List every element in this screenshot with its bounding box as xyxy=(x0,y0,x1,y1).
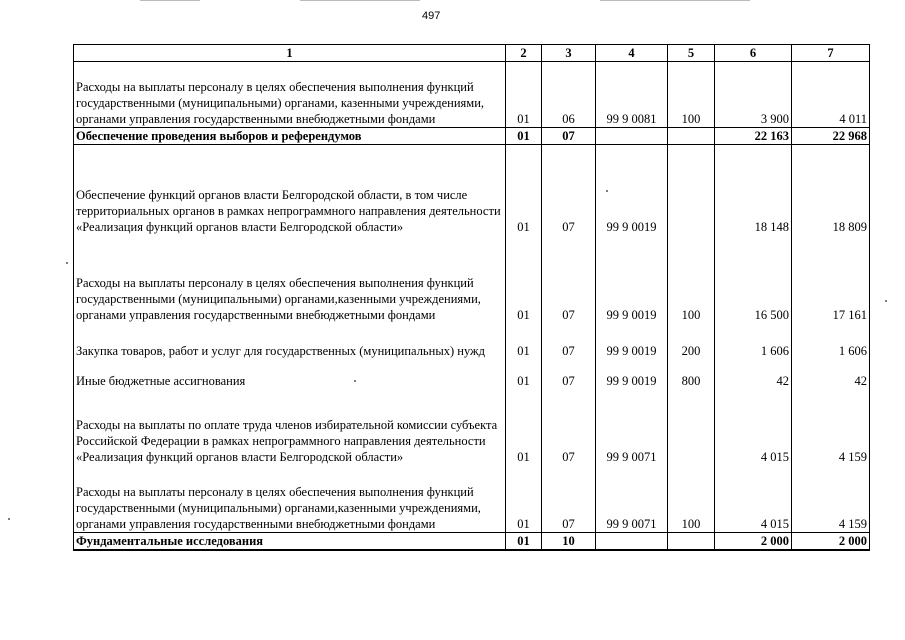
row-description: Фундаментальные исследования xyxy=(74,533,506,551)
cell-target-article: 99 9 0019 xyxy=(596,359,668,389)
cell-expense-type: 100 xyxy=(668,235,715,323)
cell-amount-col7: 4 011 xyxy=(792,62,870,128)
column-header: 5 xyxy=(668,45,715,62)
cell-target-article: 99 9 0071 xyxy=(596,465,668,533)
scan-speck xyxy=(66,262,68,264)
table-row xyxy=(74,359,870,389)
cell-target-article: 99 9 0081 xyxy=(596,62,668,128)
cell-expense-type: 100 xyxy=(668,62,715,128)
cell-amount-col7: 18 809 xyxy=(792,145,870,235)
cell-amount-col6: 1 606 xyxy=(715,323,792,359)
cell-section: 01 xyxy=(506,62,542,128)
row-description: Расходы на выплаты персоналу в целях обеспечения выполнения функций государственными (муниципальными) органами,казенными учреждениями, органами управления государственными внебюджетными фондами xyxy=(74,465,506,533)
cell-subsection: 07 xyxy=(542,323,596,359)
column-header: 7 xyxy=(792,45,870,62)
cell-section: 01 xyxy=(506,465,542,533)
cell-amount-col6: 4 015 xyxy=(715,389,792,465)
scan-artifact-line xyxy=(600,0,750,1)
table-row xyxy=(74,389,870,465)
table-row xyxy=(74,145,870,235)
cell-subsection: 10 xyxy=(542,533,596,551)
cell-target-article: 99 9 0071 xyxy=(596,389,668,465)
table-row-section xyxy=(74,533,870,551)
table-row xyxy=(74,235,870,323)
column-header: 4 xyxy=(596,45,668,62)
cell-expense-type: 200 xyxy=(668,323,715,359)
cell-expense-type xyxy=(668,533,715,551)
column-header: 2 xyxy=(506,45,542,62)
cell-amount-col7: 1 606 xyxy=(792,323,870,359)
cell-amount-col7: 2 000 xyxy=(792,533,870,551)
cell-amount-col7: 4 159 xyxy=(792,465,870,533)
cell-subsection: 07 xyxy=(542,359,596,389)
cell-subsection: 07 xyxy=(542,235,596,323)
scan-speck xyxy=(606,190,608,192)
row-description: Расходы на выплаты персоналу в целях обеспечения выполнения функций государственными (муниципальными) органами,казенными учреждениями, органами управления государственными внебюджетными фондами xyxy=(74,235,506,323)
cell-amount-col6: 2 000 xyxy=(715,533,792,551)
column-header: 3 xyxy=(542,45,596,62)
cell-amount-col7: 22 968 xyxy=(792,128,870,145)
cell-expense-type: 100 xyxy=(668,465,715,533)
cell-amount-col6: 4 015 xyxy=(715,465,792,533)
scan-speck xyxy=(8,518,10,520)
cell-target-article: 99 9 0019 xyxy=(596,323,668,359)
row-description: Расходы на выплаты по оплате труда членов избирательной комиссии субъекта Российской Федерации в рамках непрограммного направления деятельности «Реализация функций органов власти Белгородской области» xyxy=(74,389,506,465)
scan-artifact-line xyxy=(300,0,420,1)
cell-amount-col6: 42 xyxy=(715,359,792,389)
row-description: Обеспечение функций органов власти Белгородской области, в том числе территориальных органов в рамках непрограммного направления деятельности «Реализация функций органов власти Белгородской области» xyxy=(74,145,506,235)
cell-section: 01 xyxy=(506,533,542,551)
cell-amount-col6: 22 163 xyxy=(715,128,792,145)
cell-section: 01 xyxy=(506,235,542,323)
cell-subsection: 07 xyxy=(542,389,596,465)
cell-amount-col6: 3 900 xyxy=(715,62,792,128)
cell-section: 01 xyxy=(506,145,542,235)
cell-amount-col7: 42 xyxy=(792,359,870,389)
cell-amount-col7: 17 161 xyxy=(792,235,870,323)
table-row xyxy=(74,62,870,128)
row-description: Обеспечение проведения выборов и референдумов xyxy=(74,128,506,145)
cell-section: 01 xyxy=(506,128,542,145)
cell-section: 01 xyxy=(506,359,542,389)
table-row xyxy=(74,465,870,533)
table-header-row xyxy=(74,45,870,62)
column-header: 6 xyxy=(715,45,792,62)
table-row xyxy=(74,323,870,359)
cell-target-article xyxy=(596,128,668,145)
cell-target-article: 99 9 0019 xyxy=(596,145,668,235)
cell-expense-type xyxy=(668,389,715,465)
cell-section: 01 xyxy=(506,323,542,359)
scan-speck xyxy=(885,300,887,302)
cell-amount-col6: 16 500 xyxy=(715,235,792,323)
cell-section: 01 xyxy=(506,389,542,465)
cell-amount-col7: 4 159 xyxy=(792,389,870,465)
row-description: Закупка товаров, работ и услуг для государственных (муниципальных) нужд xyxy=(74,323,506,359)
page-number: 497 xyxy=(422,10,441,22)
cell-subsection: 07 xyxy=(542,465,596,533)
cell-target-article: 99 9 0019 xyxy=(596,235,668,323)
scan-artifact-line xyxy=(140,0,200,1)
cell-target-article xyxy=(596,533,668,551)
budget-table xyxy=(73,44,870,551)
table-row-section xyxy=(74,128,870,145)
cell-subsection: 07 xyxy=(542,145,596,235)
cell-expense-type xyxy=(668,128,715,145)
cell-expense-type xyxy=(668,145,715,235)
cell-subsection: 06 xyxy=(542,62,596,128)
cell-expense-type: 800 xyxy=(668,359,715,389)
row-description: Иные бюджетные ассигнования xyxy=(74,359,506,389)
cell-amount-col6: 18 148 xyxy=(715,145,792,235)
cell-subsection: 07 xyxy=(542,128,596,145)
column-header: 1 xyxy=(74,45,506,62)
row-description: Расходы на выплаты персоналу в целях обеспечения выполнения функций государственными (муниципальными) органами, казенными учреждениями, органами управления государственными внебюджетными фондами xyxy=(74,62,506,128)
scan-speck xyxy=(354,380,356,382)
